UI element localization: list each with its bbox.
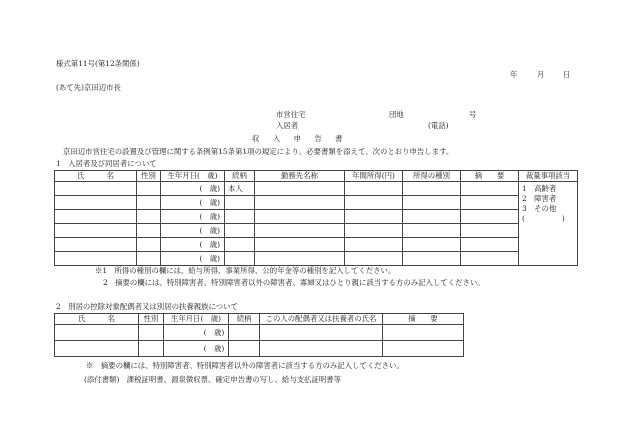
sex-cell[interactable] [137,224,161,238]
section2-note: ※ 摘要の欄には、特別障害者、特別障害者以外の障害者に該当する方のみ記入してください。 [86,361,404,370]
sex-cell[interactable] [137,196,161,210]
remarks-cell[interactable] [461,210,519,224]
section1-note-1: ※1 所得の種別の欄には、給与所得、事業所得、公的年金等の種別を記入してください。 [95,266,396,275]
relation-cell[interactable] [225,252,255,266]
spouse-name-cell[interactable] [259,341,382,357]
remarks-cell[interactable] [461,182,519,196]
income-type-cell[interactable] [403,252,461,266]
intro-text: 京田辺市営住宅の設置及び管理に関する条例第15条第1項の規定により、必要書類を添えて、次のとおり申告します。 [63,147,454,156]
table-row [55,210,578,224]
remarks-cell[interactable] [461,196,519,210]
name-cell[interactable] [55,341,139,357]
remarks-cell[interactable] [461,238,519,252]
income-type-cell[interactable] [403,196,461,210]
addressee: (あて先)京田辺市長 [56,83,121,92]
header-income-type: 所得の種別 [403,171,461,182]
resident-label: 入居者 [276,121,299,130]
header-name: 氏 名 [55,314,139,325]
table-header-row [55,314,464,325]
employer-cell[interactable] [255,210,345,224]
birthdate-cell[interactable]: ( 歳) [161,210,225,224]
income-cell[interactable] [345,224,403,238]
birthdate-cell[interactable]: ( 歳) [161,196,225,210]
header-income: 年間所得(円) [345,171,403,182]
birthdate-cell[interactable]: ( 歳) [163,341,229,357]
employer-cell[interactable] [255,196,345,210]
income-type-cell[interactable] [403,238,461,252]
header-remarks: 摘 要 [461,171,519,182]
income-cell[interactable] [345,182,403,196]
header-sex: 性別 [139,314,164,325]
section1-note-2: 2 摘要の欄には、特別障害者、特別障害者以外の障害者、寡婦又はひとり親に該当する方のみ記入してください。 [103,278,485,287]
table-row [55,196,578,210]
sex-cell[interactable] [137,238,161,252]
section2-heading: 2 別居の控除対象配偶者又は別居の扶養親族について [56,302,238,311]
complex-label: 団地 [389,110,404,119]
sex-cell[interactable] [137,210,161,224]
remarks-cell[interactable] [461,224,519,238]
dependents-table [54,313,464,357]
birthdate-cell[interactable]: ( 歳) [161,224,225,238]
sex-cell[interactable] [137,182,161,196]
discretion-item-elderly: 1 高齢者 [522,184,557,193]
income-type-cell[interactable] [403,210,461,224]
document-title: 収 入 申 告 書 [252,134,346,143]
remarks-cell[interactable] [382,325,463,341]
header-birthdate: 生年月日( 歳) [163,314,229,325]
header-name: 氏 名 [55,171,137,182]
relation-cell[interactable] [225,196,255,210]
table-row [55,252,578,266]
housing-label: 市営住宅 [276,110,306,119]
discretion-item-disabled: 2 障害者 [522,194,557,203]
table-row [55,224,578,238]
birthdate-cell[interactable]: ( 歳) [161,182,225,196]
header-sex: 性別 [137,171,161,182]
discretion-item-other-detail: ( ) [522,214,565,223]
name-cell[interactable] [55,210,137,224]
name-cell[interactable] [55,196,137,210]
header-spouse-name: この人の配偶者又は扶養者の氏名 [259,314,382,325]
birthdate-cell[interactable]: ( 歳) [163,325,229,341]
remarks-cell[interactable] [382,341,463,357]
header-relation: 続柄 [225,171,255,182]
table-row [55,325,464,341]
table-row [55,238,578,252]
name-cell[interactable] [55,325,139,341]
income-cell[interactable] [345,196,403,210]
relation-cell[interactable] [225,238,255,252]
employer-cell[interactable] [255,224,345,238]
relation-cell[interactable] [229,325,260,341]
birthdate-cell[interactable]: ( 歳) [161,238,225,252]
section1-heading: 1 入居者及び同居者について [56,159,157,168]
relation-cell[interactable] [229,341,260,357]
discretion-item-other: 3 その他 [522,204,557,213]
income-cell[interactable] [345,252,403,266]
discretion-cell[interactable] [519,182,578,266]
header-remarks: 摘 要 [382,314,463,325]
header-discretion: 裁量事項該当 [519,171,578,182]
sex-cell[interactable] [137,252,161,266]
name-cell[interactable] [55,182,137,196]
date-month-label: 月 [537,70,545,79]
income-type-cell[interactable] [403,182,461,196]
employer-cell[interactable] [255,238,345,252]
remarks-cell[interactable] [461,252,519,266]
phone-label: (電話) [428,121,449,130]
number-label: 号 [469,110,477,119]
header-birthdate: 生年月日( 歳) [161,171,225,182]
name-cell[interactable] [55,224,137,238]
spouse-name-cell[interactable] [259,325,382,341]
income-cell[interactable] [345,210,403,224]
relation-cell[interactable]: 本人 [225,182,255,196]
employer-cell[interactable] [255,182,345,196]
form-number: 様式第11号(第12条関係) [56,59,140,68]
date-day-label: 日 [563,70,571,79]
header-employer: 勤務先名称 [255,171,345,182]
relation-cell[interactable] [225,224,255,238]
employer-cell[interactable] [255,252,345,266]
income-type-cell[interactable] [403,224,461,238]
name-cell[interactable] [55,252,137,266]
sex-cell[interactable] [139,325,164,341]
attachments-note: (添付書類) 課税証明書、源泉徴収票、確定申告書の写し、給与支払証明書等 [84,375,342,384]
table-row [55,182,578,196]
sex-cell[interactable] [139,341,164,357]
header-relation: 続柄 [229,314,260,325]
name-cell[interactable] [55,238,137,252]
date-year-label: 年 [510,70,518,79]
table-header-row [55,171,578,182]
relation-cell[interactable] [225,210,255,224]
birthdate-cell[interactable]: ( 歳) [161,252,225,266]
residents-table [54,170,578,266]
income-cell[interactable] [345,238,403,252]
table-row [55,341,464,357]
